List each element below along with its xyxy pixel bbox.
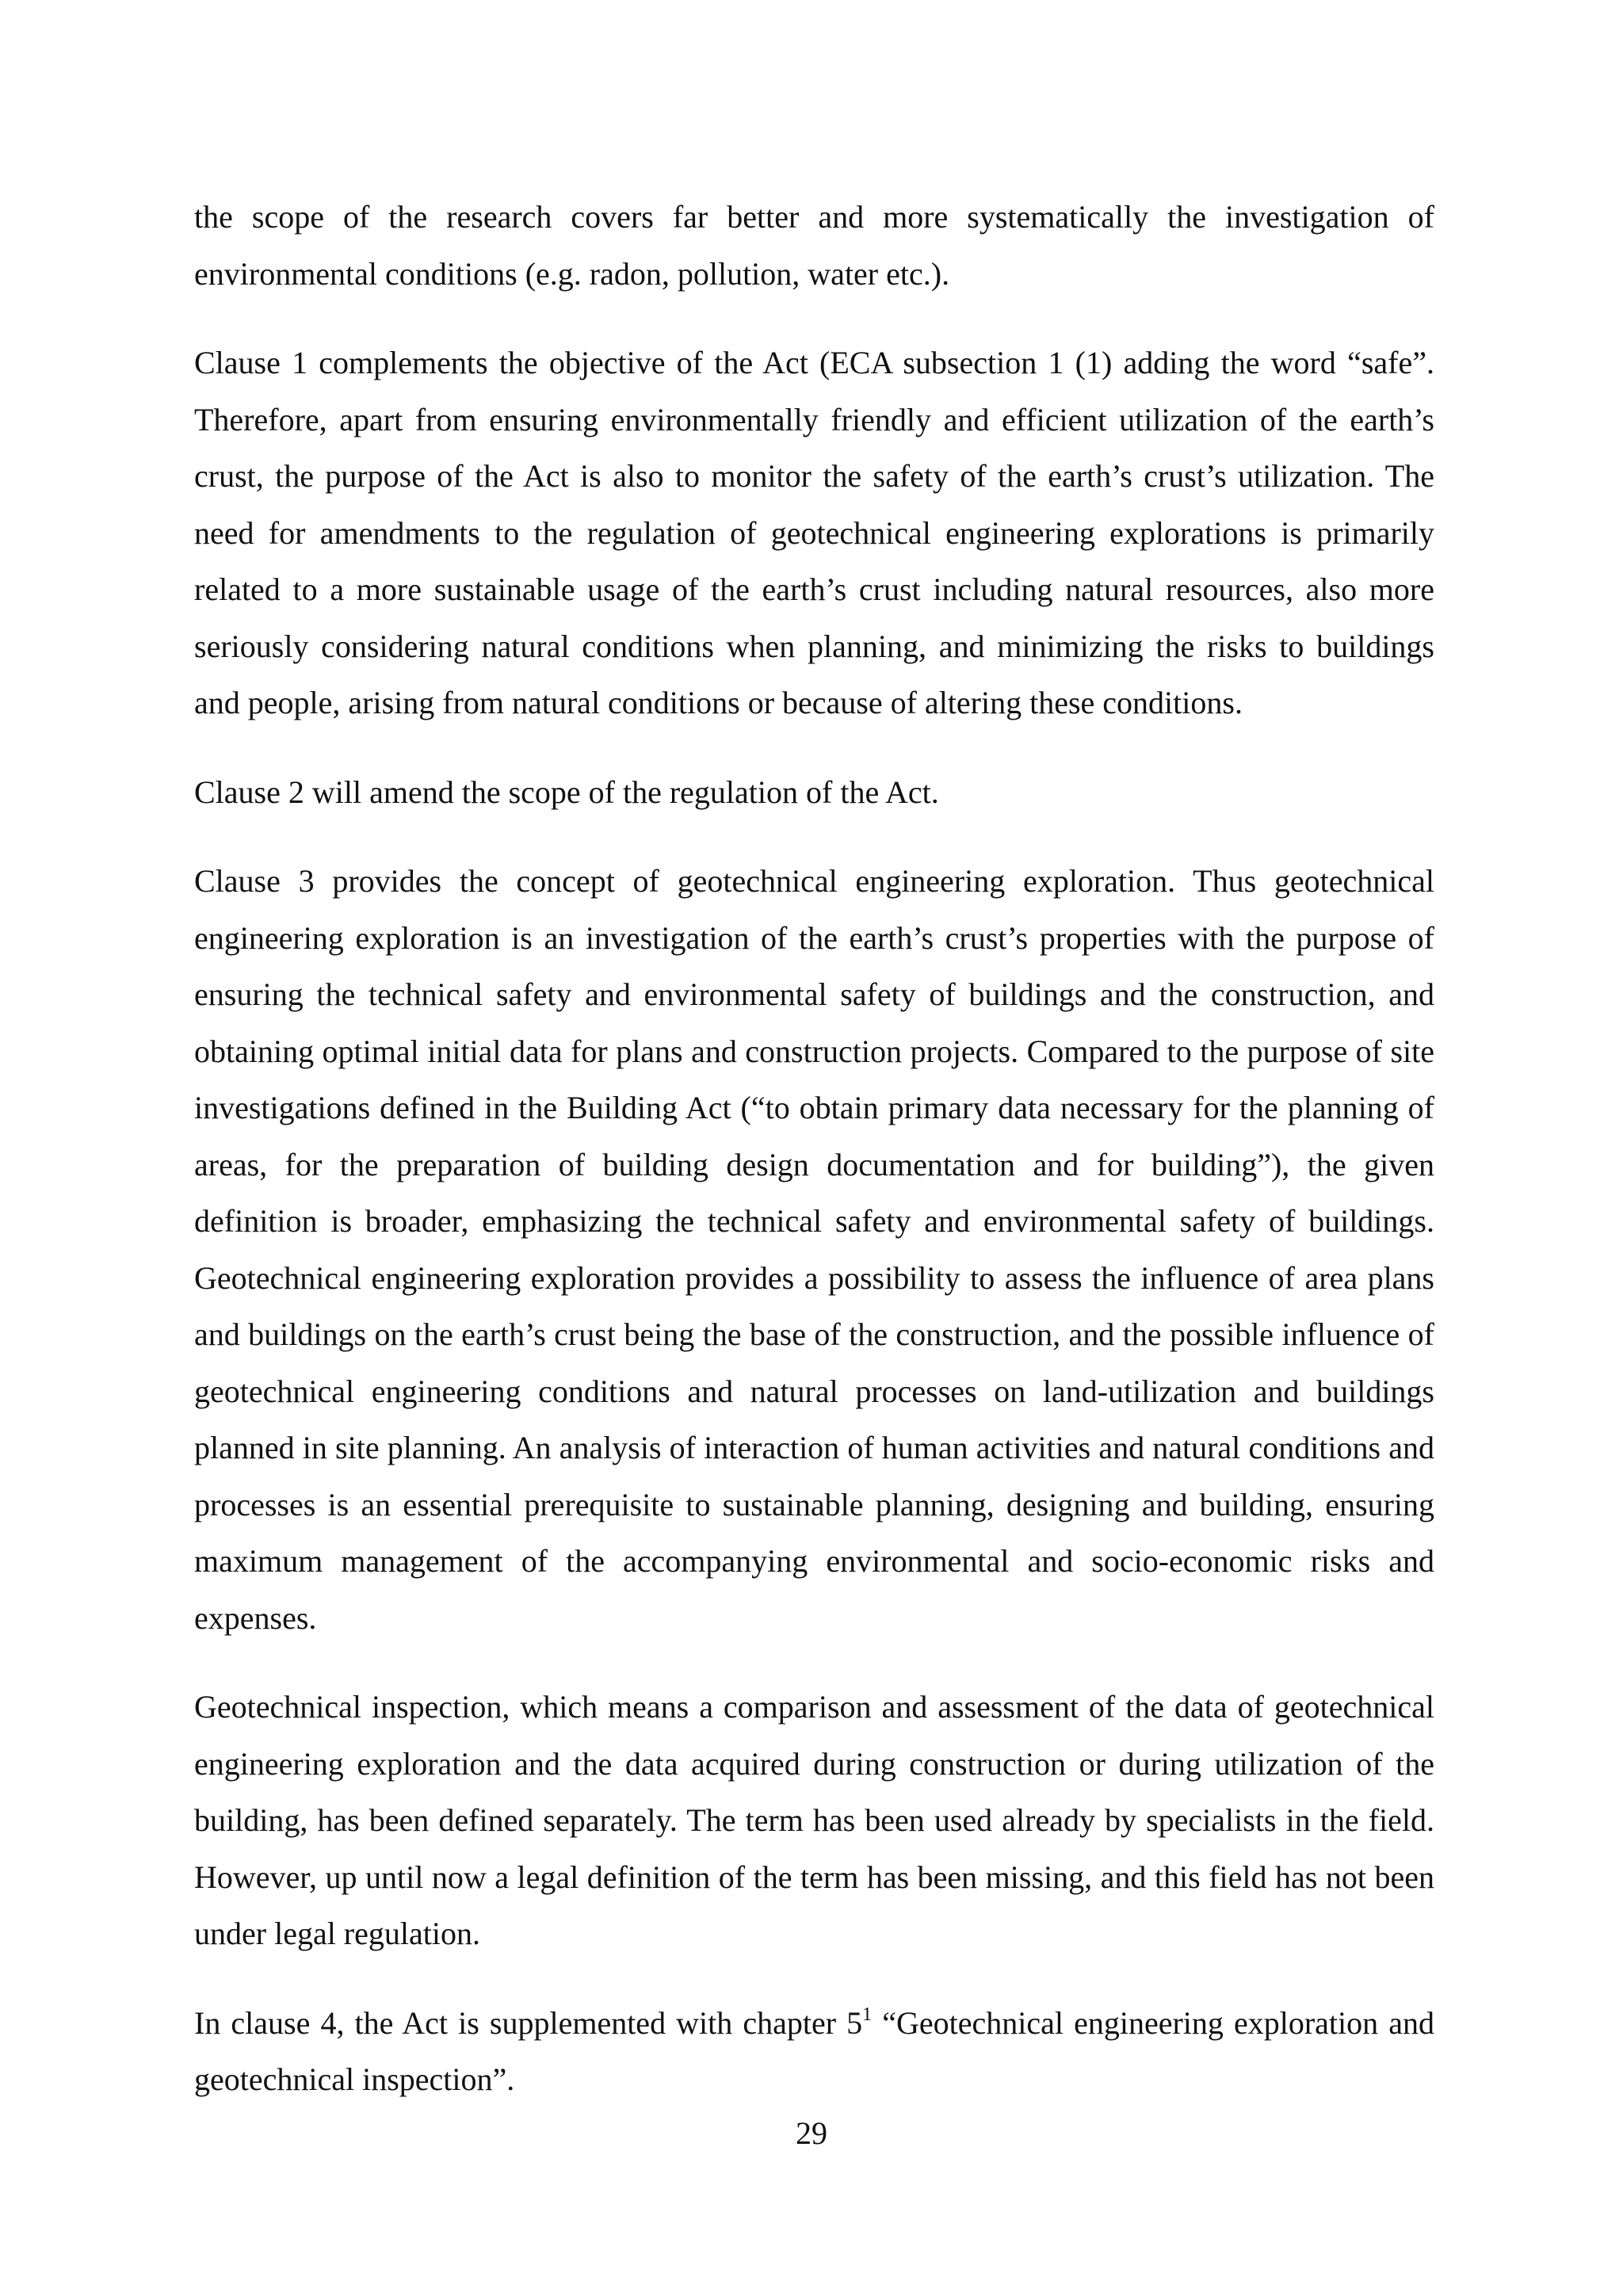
paragraph-1: the scope of the research covers far better and more systematically the investigation of environmental conditions (e.g. radon, pollution, water etc.). bbox=[194, 199, 1434, 292]
paragraph-2: Clause 1 complements the objective of the Act (ECA subsection 1 (1) adding the word “safe”. Therefore, apart from ensuring environmentally friendly and efficient utilization of the earth’s crust, the purpose of the Act is also to monitor the safety of the earth’s crust’s utilization. The need for amendments to the regulation of geotechnical engineering explorations is primarily related to a more sustainable usage of the earth’s crust including natural resources, also more seriously considering natural conditions when planning, and minimizing the risks to buildings and people, arising from natural conditions or because of altering these conditions. bbox=[194, 345, 1434, 720]
paragraph-6 bbox=[194, 1995, 1434, 2108]
paragraph-6-text-end: “Geotechnical engineering exploration and geotechnical inspection”. bbox=[194, 2004, 1434, 2097]
paragraph-3: Clause 2 will amend the scope of the regulation of the Act. bbox=[194, 774, 939, 810]
paragraph-4: Clause 3 provides the concept of geotechnical engineering exploration. Thus geotechnical engineering exploration is an investigation of the earth’s crust’s properties with the purpose of ensuring the technical safety and environmental safety of buildings and the construction, and obtaining optimal initial data for plans and construction projects. Compared to the purpose of site investigations defined in the Building Act (“to obtain primary data necessary for the planning of areas, for the preparation of building design documentation and for building”), the given definition is broader, emphasizing the technical safety and environmental safety of buildings. Geotechnical engineering exploration provides a possibility to assess the influence of area plans and buildings on the earth’s crust being the base of the construction, and the possible influence of geotechnical engineering conditions and natural processes on land-utilization and buildings planned in site planning. An analysis of interaction of human activities and natural conditions and processes is an essential prerequisite to sustainable planning, designing and building, ensuring maximum management of the accompanying environmental and socio-economic risks and expenses. bbox=[194, 863, 1434, 1636]
paragraph-5: Geotechnical inspection, which means a comparison and assessment of the data of geotechnical engineering exploration and the data acquired during construction or during utilization of the building, has been defined separately. The term has been used already by specialists in the field. However, up until now a legal definition of the term has been missing, and this field has not been under legal regulation. bbox=[194, 1689, 1434, 1951]
paragraph-6-text-start: In clause 4, the Act is supplemented with chapter 5 bbox=[194, 2004, 863, 2041]
page-number: 29 bbox=[796, 2115, 827, 2151]
footnote-marker: 1 bbox=[862, 2004, 873, 2026]
document-body bbox=[194, 189, 1434, 2141]
